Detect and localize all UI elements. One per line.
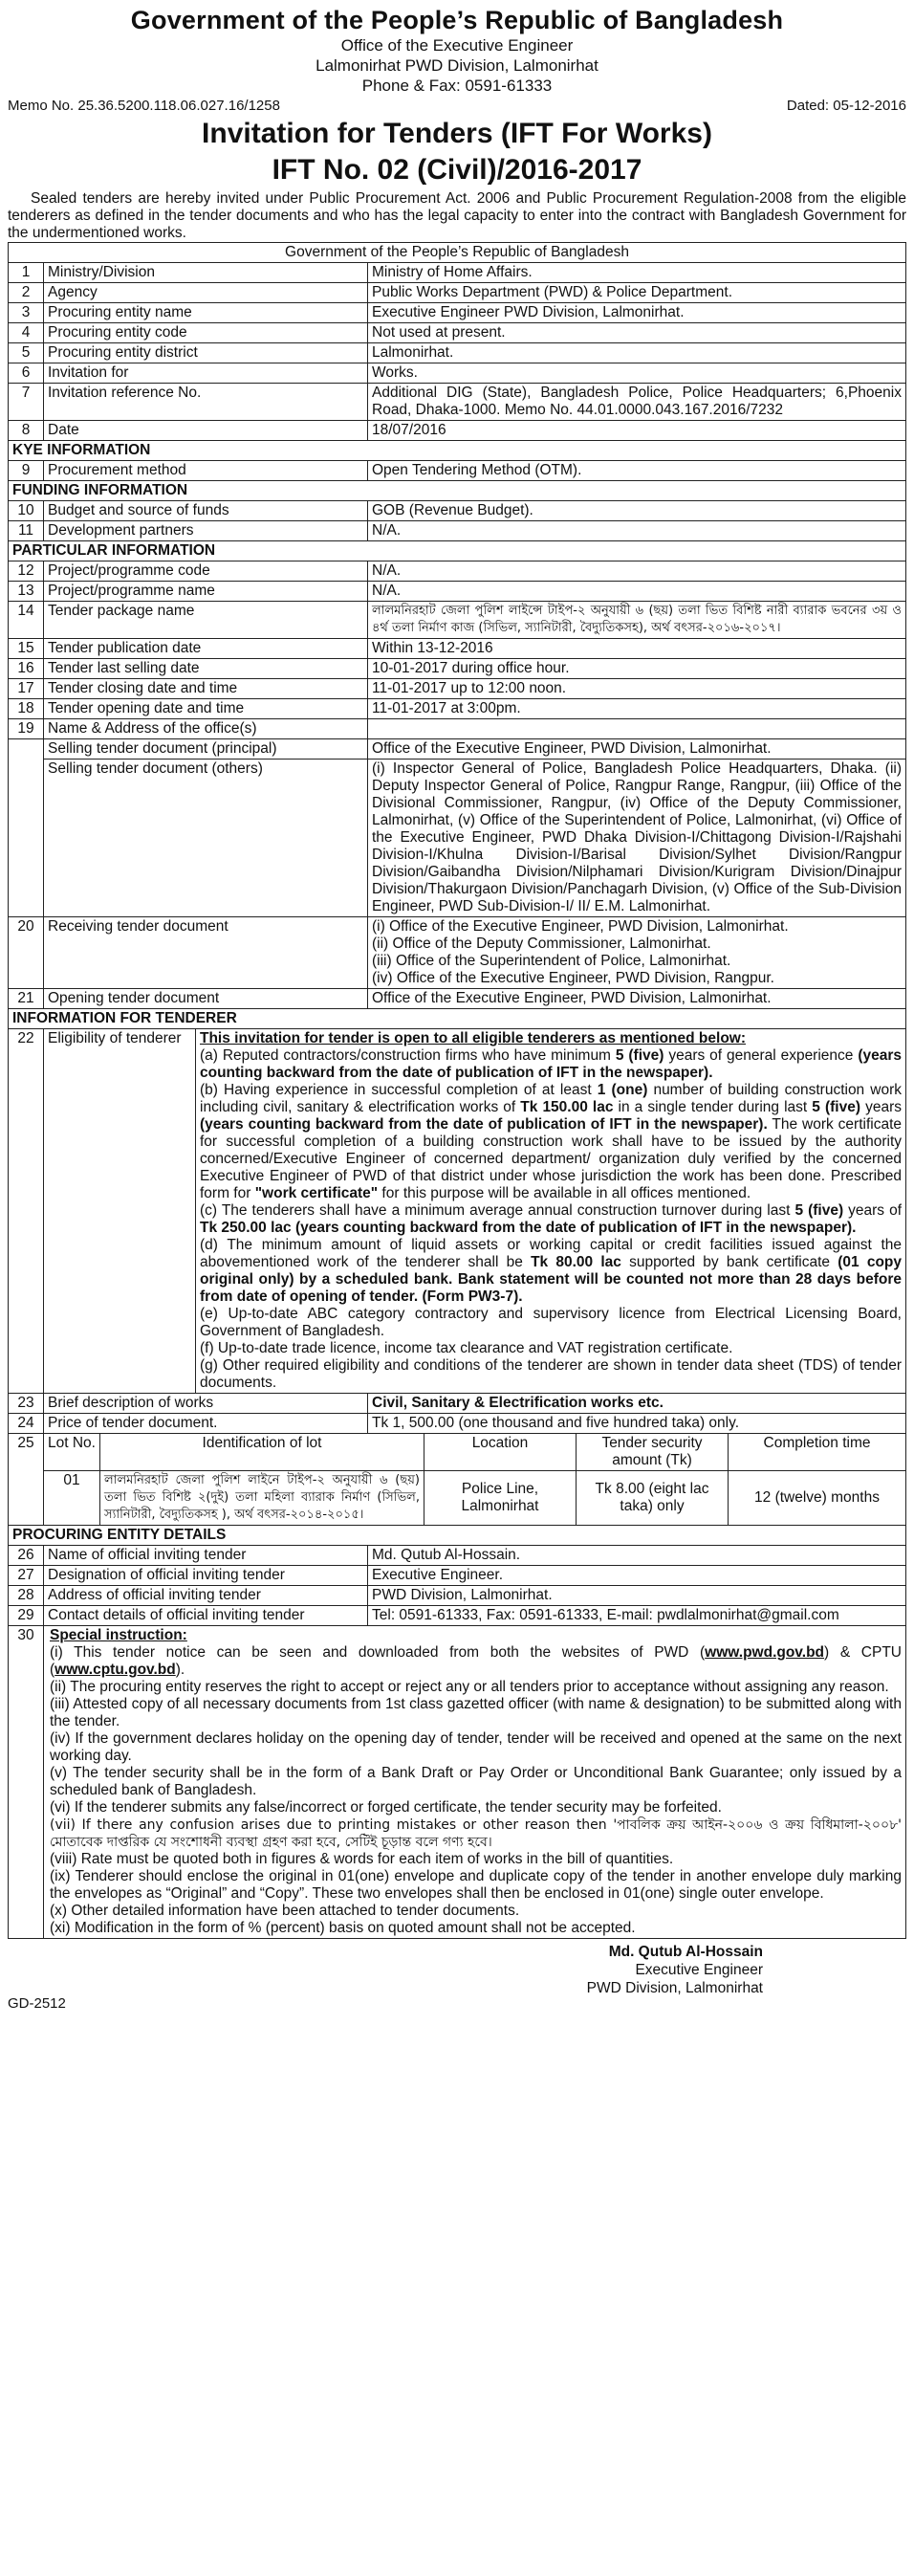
tender-package-name: লালমনিরহাট জেলা পুলিশ লাইন্সে টাইপ-২ অনুযায়ী ৬ (ছয়) তলা ভিত বিশিষ্ট নারী ব্যারাক ভবনের ৩য় ও ৪র্থ তলা নির্মাণ কাজ (সিভিল, স্যানিটারী, বৈদ্যুতিকসহ), অর্থ বৎসর-২০১৬-২০১৭। [368,602,906,639]
table-row: 24 Price of tender document. Tk 1, 500.00 (one thousand and five hundred taka) only. [9,1414,906,1434]
lot-table-row: 25 Lot No. Identification of lot Location Tender security amount (Tk) Completion time 01 লালমনিরহাট জেলা পুলিশ লাইনে টাইপ-২ অনুযায়ী ৬ (ছয়) তলা ভিত বিশিষ্ট ২(দুই) তলা মহিলা ব্যারাক নির্মাণ (সিভিল, স্যানিটারী, বৈদ্যুতিকসহ ), অর্থ বৎসর-২০১৪-২০১৫। Police Line, Lalmonirhat Tk 8.00 (eight lac taka) only 12 (twelve) months [9,1434,906,1526]
section-heading-tenderer: INFORMATION FOR TENDERER [9,1009,906,1029]
table-row: 23 Brief description of works Civil, Sanitary & Electrification works etc. [9,1394,906,1414]
memo-number: Memo No. 25.36.5200.118.06.027.16/1258 [8,98,280,114]
table-row: 6 Invitation for Works. [9,363,906,384]
table-row: 22 Eligibility of tenderer This invitation for tender is open to all eligible tenderers as mentioned below: (a) Reputed contractors/construction firms who have minimum 5 (five) years of general experience (years counting backward from the date of publication of IFT in the newspaper). (b) Having experience in successful completion of at least 1 (one) number of building construction work including civil, sanitary & electrification works of Tk 150.00 lac in a single tender during last 5 (five) years (years counting backward from the date of publication of IFT in the newspaper). The work certificate for successful completion of a building construction work shall have to be issued by the authority concerned/Executive Engineer of concerned department/ organization duly verified by the concerned Executive Engineer of PWD of that district under whose jurisdiction the work has been done. Prescribed form for "work certificate" for this purpose will be available in all offices mentioned. (c) The tenderers shall have a minimum average annual construction turnover during last 5 (five) years of Tk 250.00 lac (years counting backward from the date of publication of IFT in the newspaper). (d) The minimum amount of liquid assets or working capital or credit facilities issued against the abovementioned work of the tenderer shall be Tk 80.00 lac supported by bank certificate (01 copy original only) by a scheduled bank. Bank statement will be counted not more than 28 days before from date of opening of tender. (Form PW3-7). (e) Up-to-date ABC category contractory and supervisory licence from Electrical Licensing Board, Government of Bangladesh. (f) Up-to-date trade licence, income tax clearance and VAT registration certificate. (g) Other required eligibility and conditions of the tenderer are shown in tender data sheet (TDS) of tender documents. [9,1029,906,1394]
ift-number: IFT No. 02 (Civil)/2016-2017 [272,154,642,186]
table-row: 18 Tender opening date and time 11-01-2017 at 3:00pm. [9,699,906,719]
lot-table: Lot No. Identification of lot Location Tender security amount (Tk) Completion time 01 লালমনিরহাট জেলা পুলিশ লাইনে টাইপ-২ অনুযায়ী ৬ (ছয়) তলা ভিত বিশিষ্ট ২(দুই) তলা মহিলা ব্যারাক নির্মাণ (সিভিল, স্যানিটারী, বৈদ্যুতিকসহ ), অর্থ বৎসর-২০১৪-২০১৫। Police Line, Lalmonirhat Tk 8.00 (eight lac taka) only 12 (twelve) months [44,1434,905,1525]
office-name: Office of the Executive Engineer [340,36,574,55]
table-row: 16 Tender last selling date 10-01-2017 during office hour. [9,659,906,679]
selling-offices-list: (i) Inspector General of Police, Bangladesh Police Headquarters, Dhaka. (ii) Deputy Inspector General of Police, Rangpur Range, Rangpur, (iii) Office of the Divisional Commissioner, Rangpur, (iv) Office of the Deputy Commissioner, Lalmonirhat, (v) Office of the Superintendent of Police, Lalmonirhat, (vi) Office of the Executive Engineer, PWD Dhaka Division-I/Chittagong Division-I/Rajshahi Division-I/Khulna Division-I/Barisal Division/Sylhet Division/Rangpur Division/Gaibandha Division/Nilphamari Division/Kurigram Division/Dinajpur Division/Thakurgaon Division/Panchagarh Division, (v) Office of the Sub-Division Engineer, PWD Sub-Division-I/ II/ E.M. Lalmonirhat. [368,760,906,917]
section-heading-kye: KYE INFORMATION [9,441,906,461]
eligibility-criteria: This invitation for tender is open to all eligible tenderers as mentioned below: (a) Reputed contractors/construction firms who have minimum 5 (five) years of general experience (years counting backward from the date of publication of IFT in the newspaper). (b) Having experience in successful completion of at least 1 (one) number of building construction work including civil, sanitary & electrification works of Tk 150.00 lac in a single tender during last 5 (five) years (years counting backward from the date of publication of IFT in the newspaper). The work certificate for successful completion of a building construction work shall have to be issued by the authority concerned/Executive Engineer of concerned department/ organization duly verified by the concerned Executive Engineer of PWD of that district under whose jurisdiction the work has been done. Prescribed form for "work certificate" for this purpose will be available in all offices mentioned. (c) The tenderers shall have a minimum average annual construction turnover during last 5 (five) years of Tk 250.00 lac (years counting backward from the date of publication of IFT in the newspaper). (d) The minimum amount of liquid assets or working capital or credit facilities issued against the abovementioned work of the tenderer shall be Tk 80.00 lac supported by bank certificate (01 copy original only) by a scheduled bank. Bank statement will be counted not more than 28 days before from date of opening of tender. (Form PW3-7). (e) Up-to-date ABC category contractory and supervisory licence from Electrical Licensing Board, Government of Bangladesh. (f) Up-to-date trade licence, income tax clearance and VAT registration certificate. (g) Other required eligibility and conditions of the tenderer are shown in tender data sheet (TDS) of tender documents. [200,1030,903,1391]
signature-block [8,1943,906,1997]
table-row: 8 Date 18/07/2016 [9,421,906,441]
memo-line [8,98,906,114]
table-title: Government of the People’s Republic of Bangladesh [9,243,906,263]
lot-header-location: Location [424,1434,577,1471]
table-row: 20 Receiving tender document (i) Office of the Executive Engineer, PWD Division, Lalmonirhat. (ii) Office of the Deputy Commissioner, Lalmonirhat. (iii) Office of the Superintendent of Police, Lalmonirhat. (iv) Office of the Executive Engineer, PWD Division, Rangpur. [9,917,906,989]
table-row: Selling tender document (others) (i) Inspector General of Police, Bangladesh Police Headquarters, Dhaka. (ii) Deputy Inspector General of Police, Rangpur Range, Rangpur, (iii) Office of the Divisional Commissioner, Rangpur, (iv) Office of the Deputy Commissioner, Lalmonirhat, (v) Office of the Superintendent of Police, Lalmonirhat, (vi) Office of the Executive Engineer, PWD Dhaka Division-I/Chittagong Division-I/Rajshahi Division-I/Khulna Division-I/Barisal Division/Sylhet Division/Rangpur Division/Gaibandha Division/Nilphamari Division/Kurigram Division/Dinajpur Division/Thakurgaon Division/Panchagarh Division, (v) Office of the Sub-Division Engineer, PWD Sub-Division-I/ II/ E.M. Lalmonirhat. [9,760,906,917]
table-row: 10 Budget and source of funds GOB (Revenue Budget). [9,501,906,521]
footer-code: GD-2512 [8,1995,66,2012]
table-row: 13 Project/programme name N/A. [9,582,906,602]
table-row: 3 Procuring entity name Executive Engineer PWD Division, Lalmonirhat. [9,303,906,323]
signatory-designation: Executive Engineer [635,1962,763,1978]
lot-header-no: Lot No. [44,1434,100,1471]
table-row: 12 Project/programme code N/A. [9,561,906,582]
section-heading-particular: PARTICULAR INFORMATION [9,541,906,561]
intro-paragraph: Sealed tenders are hereby invited under Public Procurement Act. 2006 and Public Procurement Regulation-2008 from the eligible tenderers as defined in the tender documents and who has the legal capacity to enter into the contract with Bangladesh Government for the undermentioned works. [8,190,906,241]
memo-date: Dated: 05-12-2016 [786,98,906,114]
table-row: 19 Name & Address of the office(s) [9,719,906,739]
table-row: 7 Invitation reference No. Additional DIG (State), Bangladesh Police, Police Headquarters; 6,Phoenix Road, Dhaka-1000. Memo No. 44.01.0000.043.167.2016/7232 [9,384,906,421]
table-row: 26 Name of official inviting tender Md. Qutub Al-Hossain. [9,1546,906,1566]
table-row: 17 Tender closing date and time 11-01-2017 up to 12:00 noon. [9,679,906,699]
signatory-name: Md. Qutub Al-Hossain [608,1944,763,1960]
special-instructions-row: 30 Special instruction: (i) This tender notice can be seen and downloaded from both the websites of PWD (www.pwd.gov.bd) & CPTU (www.cptu.gov.bd). (ii) The procuring entity reserves the right to accept or reject any or all tenders prior to acceptance without assigning any reason. (iii) Attested copy of all necessary documents from 1st class gazetted officer (with name & designation) to be submitted along with the tender. (iv) If the government declares holiday on the opening day of tender, tender will be received and opened at the same on the next working day. (v) The tender security shall be in the form of a Bank Draft or Pay Order or Unconditional Bank Guarantee; only issued by a scheduled bank of Bangladesh. (vi) If the tenderer submits any false/incorrect or forged certificate, the tender security may be forfeited. (vii) If there any confusion arises due to printing mistakes or other reason then 'পাবলিক ক্রয় আইন-২০০৬ ও ক্রয় বিধিমালা-২০০৮' মোতাবেক দাপ্তরিক যে সংশোধনী ব্যবস্থা গ্রহণ করা হবে, সেটিই চূড়ান্ত বলে গণ্য হবে। (viii) Rate must be quoted both in figures & words for each item of works in the bill of quantities. (ix) Tenderer should enclose the original in 01(one) envelope and duplicate copy of the tender in another envelope duly marking the envelopes as “Original” and “Copy”. These two envelopes shall then be enclosed in 01(one) single outer envelope. (x) Other detailed information have been attached to tender documents. (xi) Modification in the form of % (percent) basis on quoted amount shall not be accepted. [9,1626,906,1939]
table-row: 28 Address of official inviting tender PWD Division, Lalmonirhat. [9,1586,906,1606]
lot-header-id: Identification of lot [100,1434,424,1471]
lot-header-security: Tender security amount (Tk) [577,1434,729,1471]
table-row: 2 Agency Public Works Department (PWD) & Police Department. [9,283,906,303]
table-row: 9 Procurement method Open Tendering Method (OTM). [9,461,906,481]
section-heading-procuring: PROCURING ENTITY DETAILS [9,1526,906,1546]
special-instructions: Special instruction: (i) This tender notice can be seen and downloaded from both the websites of PWD (www.pwd.gov.bd) & CPTU (www.cptu.gov.bd). (ii) The procuring entity reserves the right to accept or reject any or all tenders prior to acceptance without assigning any reason. (iii) Attested copy of all necessary documents from 1st class gazetted officer (with name & designation) to be submitted along with the tender. (iv) If the government declares holiday on the opening day of tender, tender will be received and opened at the same on the next working day. (v) The tender security shall be in the form of a Bank Draft or Pay Order or Unconditional Bank Guarantee; only issued by a scheduled bank of Bangladesh. (vi) If the tenderer submits any false/incorrect or forged certificate, the tender security may be forfeited. (vii) If there any confusion arises due to printing mistakes or other reason then 'পাবলিক ক্রয় আইন-২০০৬ ও ক্রয় বিধিমালা-২০০৮' মোতাবেক দাপ্তরিক যে সংশোধনী ব্যবস্থা গ্রহণ করা হবে, সেটিই চূড়ান্ত বলে গণ্য হবে। (viii) Rate must be quoted both in figures & words for each item of works in the bill of quantities. (ix) Tenderer should enclose the original in 01(one) envelope and duplicate copy of the tender in another envelope duly marking the envelopes as “Original” and “Copy”. These two envelopes shall then be enclosed in 01(one) single outer envelope. (x) Other detailed information have been attached to tender documents. (xi) Modification in the form of % (percent) basis on quoted amount shall not be accepted. [44,1626,906,1939]
table-row: 4 Procuring entity code Not used at present. [9,323,906,343]
phone-fax: Phone & Fax: 0591-61333 [361,77,553,95]
pwd-website-link[interactable]: www.pwd.gov.bd [705,1644,825,1661]
signatory-office: PWD Division, Lalmonirhat [586,1980,763,1996]
cptu-website-link[interactable]: www.cptu.gov.bd [54,1662,176,1678]
lot-identification: লালমনিরহাট জেলা পুলিশ লাইনে টাইপ-২ অনুযায়ী ৬ (ছয়) তলা ভিত বিশিষ্ট ২(দুই) তলা মহিলা ব্যারাক নির্মাণ (সিভিল, স্যানিটারী, বৈদ্যুতিকসহ ), অর্থ বৎসর-২০১৪-২০১৫। [100,1471,424,1526]
division-name: Lalmonirhat PWD Division, Lalmonirhat [316,56,598,75]
table-row: 11 Development partners N/A. [9,521,906,541]
table-row: Selling tender document (principal) Office of the Executive Engineer, PWD Division, Lalmonirhat. [9,739,906,760]
table-row: 14 Tender package name লালমনিরহাট জেলা পুলিশ লাইন্সে টাইপ-২ অনুযায়ী ৬ (ছয়) তলা ভিত বিশিষ্ট নারী ব্যারাক ভবনের ৩য় ও ৪র্থ তলা নির্মাণ কাজ (সিভিল, স্যানিটারী, বৈদ্যুতিকসহ), অর্থ বৎসর-২০১৬-২০১৭। [9,602,906,639]
lot-header-time: Completion time [729,1434,906,1471]
table-row: 21 Opening tender document Office of the Executive Engineer, PWD Division, Lalmonirhat. [9,989,906,1009]
table-row: 15 Tender publication date Within 13-12-2016 [9,639,906,659]
government-title: Government of the People’s Republic of Bangladesh [130,6,784,34]
table-row: 27 Designation of official inviting tender Executive Engineer. [9,1566,906,1586]
notice-title: Invitation for Tenders (IFT For Works) [202,118,712,149]
receiving-offices: (i) Office of the Executive Engineer, PWD Division, Lalmonirhat. (ii) Office of the Deputy Commissioner, Lalmonirhat. (iii) Office of the Superintendent of Police, Lalmonirhat. (iv) Office of the Executive Engineer, PWD Division, Rangpur. [368,917,906,989]
table-row: 1 Ministry/Division Ministry of Home Affairs. [9,263,906,283]
tender-notice [8,6,906,2012]
table-row: 29 Contact details of official inviting tender Tel: 0591-61333, Fax: 0591-61333, E-mail: pwdlalmonirhat@gmail.com [9,1606,906,1626]
contact-details: Tel: 0591-61333, Fax: 0591-61333, E-mail: pwdlalmonirhat@gmail.com [368,1606,906,1626]
section-heading-funding: FUNDING INFORMATION [9,481,906,501]
tender-table [8,242,906,1939]
table-row: 5 Procuring entity district Lalmonirhat. [9,343,906,363]
